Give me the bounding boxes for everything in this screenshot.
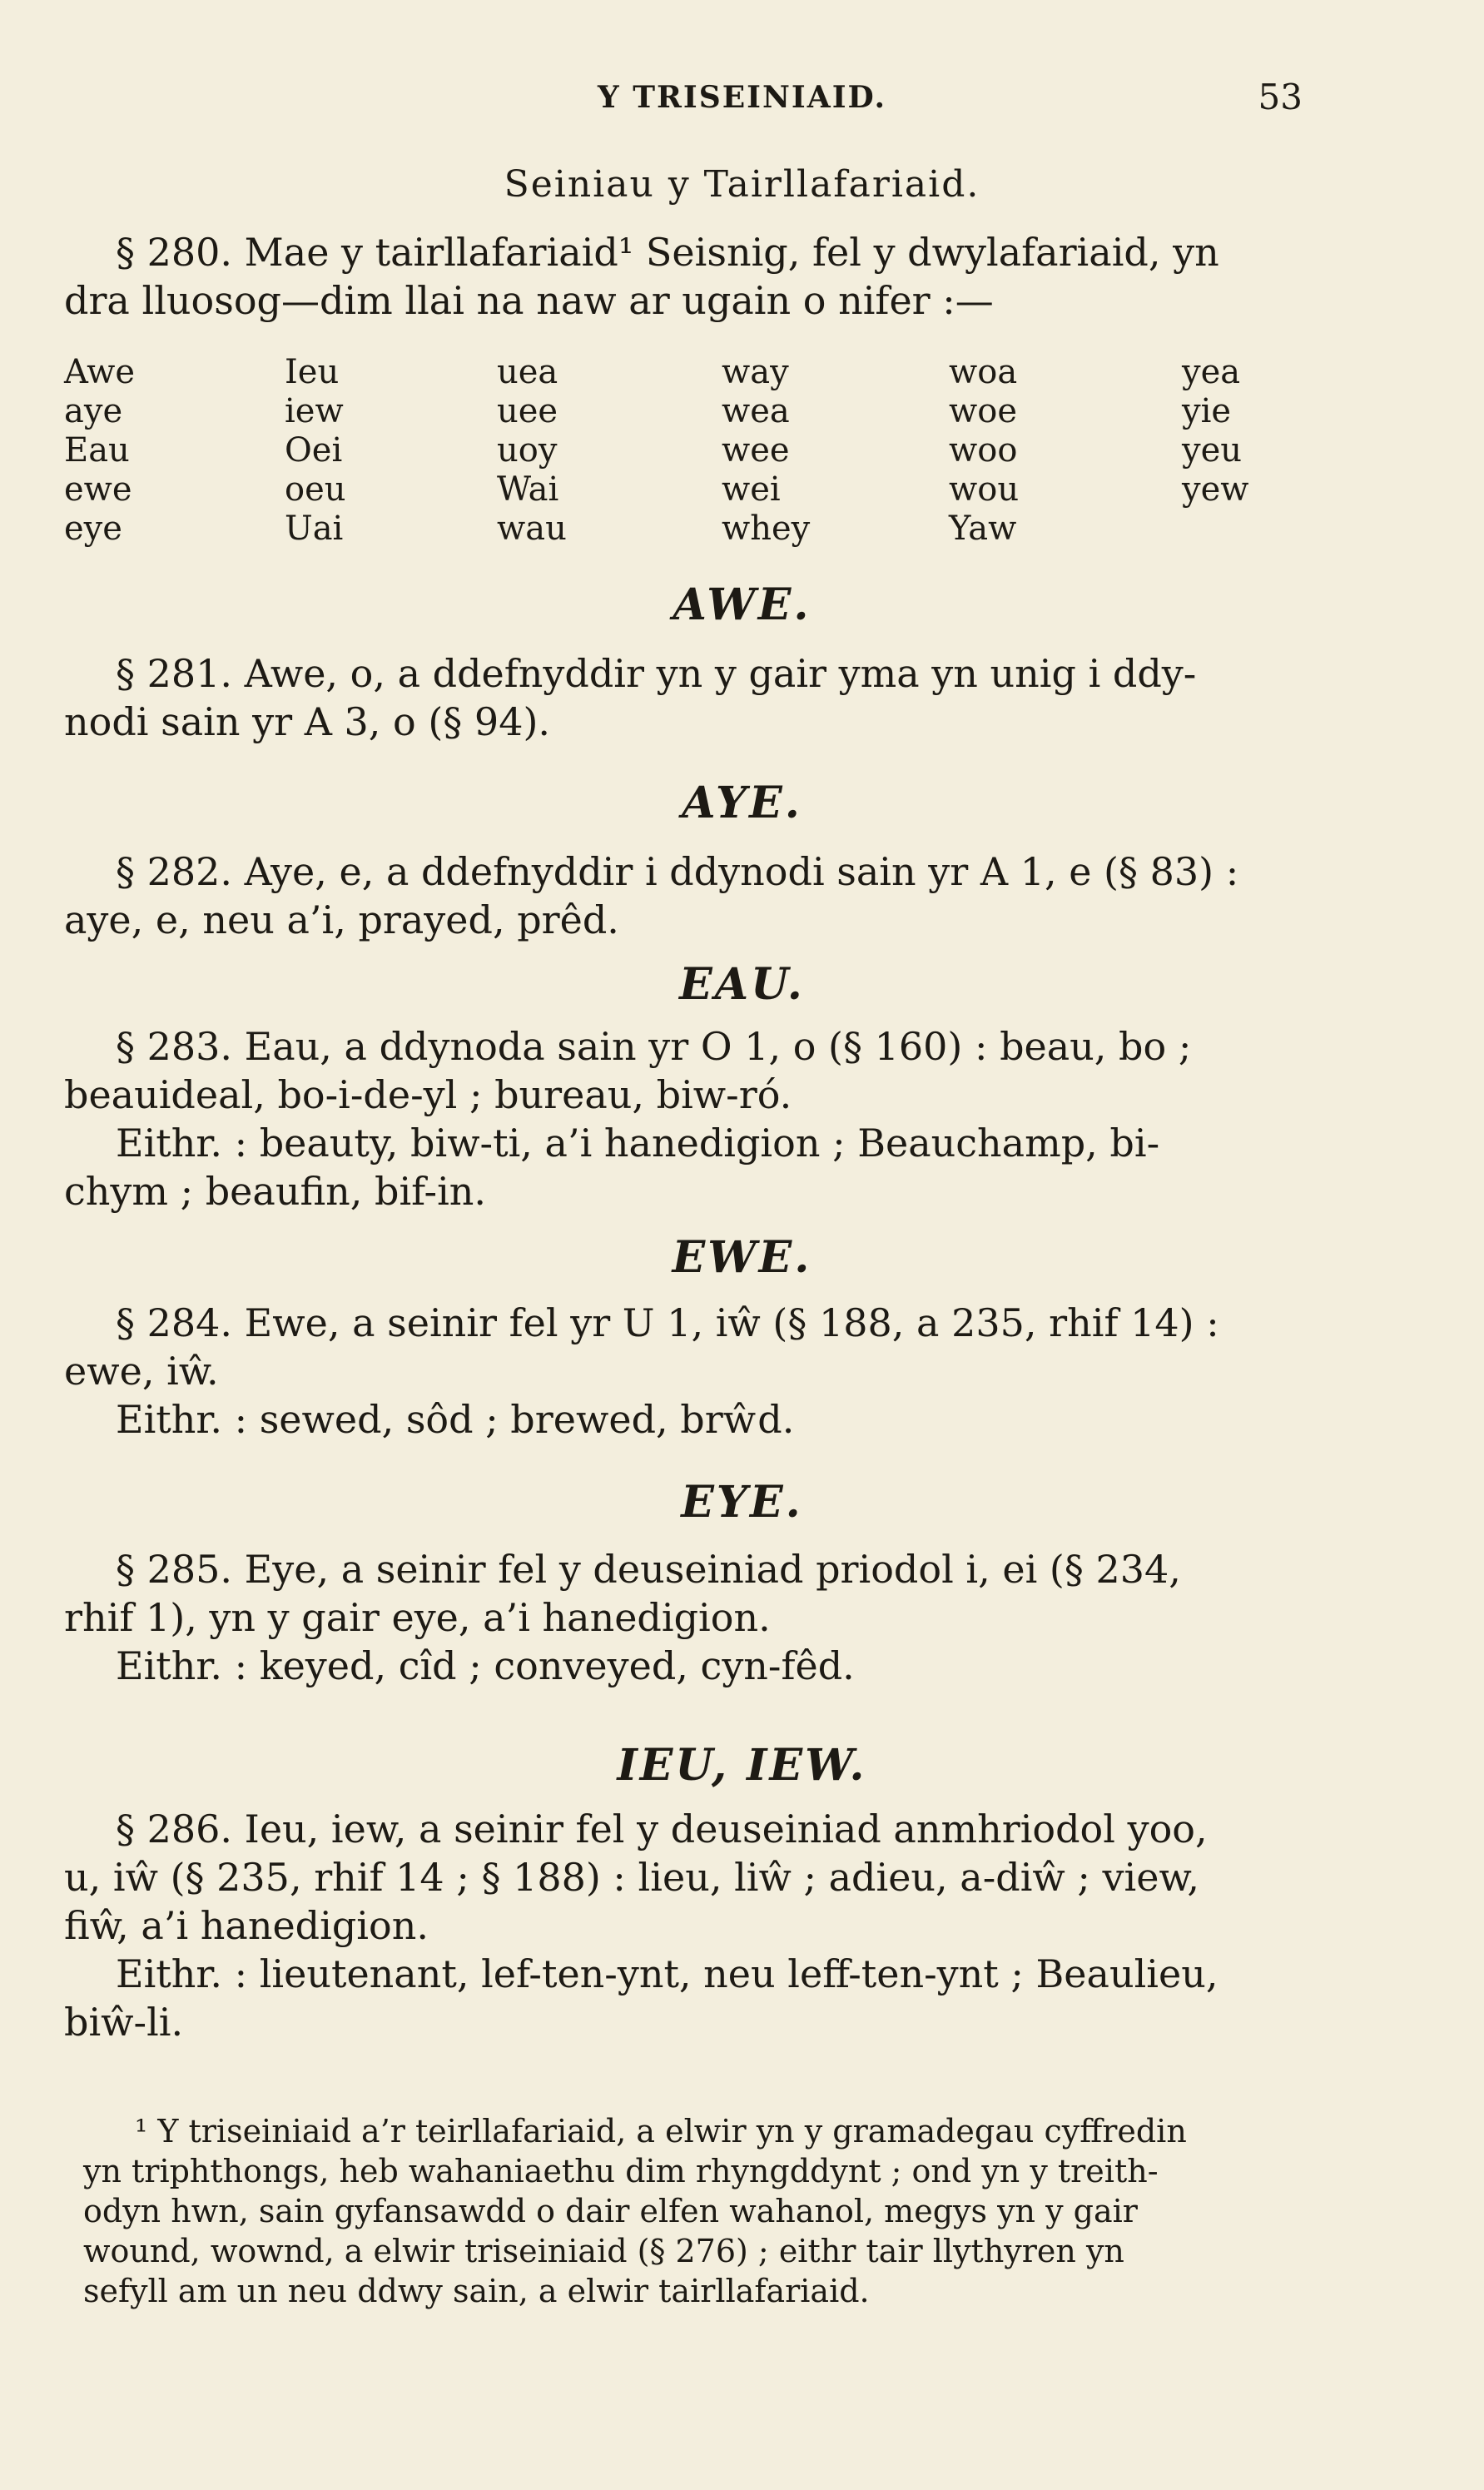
table-cell: yew (1182, 470, 1249, 509)
table-cell: wou (949, 470, 1020, 509)
paragraph-line: ewe, iŵ. (64, 1349, 219, 1394)
table-cell: Oei (285, 431, 343, 470)
paragraph-line: § 283. Eau, a ddynoda sain yr O 1, o (§ 160) : beau, bo ; (116, 1024, 1192, 1069)
paragraph-line: dra lluosog—dim llai na naw ar ugain o nifer :— (64, 278, 994, 323)
paragraph-280 (64, 228, 1329, 325)
table-cell: yea (1182, 353, 1241, 391)
heading-eye: EYE. (681, 1477, 803, 1528)
table-cell: uee (497, 392, 558, 430)
paragraph-line: § 285. Eye, a seinir fel y deuseiniad priodol i, ei (§ 234, (116, 1547, 1181, 1592)
paragraph-line: § 286. Ieu, iew, a seinir fel y deuseiniad anmhriodol yoo, (116, 1807, 1208, 1851)
table-cell: yeu (1182, 431, 1243, 470)
table-cell: Yaw (949, 509, 1017, 548)
paragraph-284 (64, 1299, 1329, 1444)
table-column-6 (1182, 353, 1390, 509)
paragraph-line: biŵ-li. (64, 2000, 184, 2045)
table-column-2 (285, 353, 493, 549)
footnote-line: odyn hwn, sain gyfansawdd o dair elfen wahanol, megys yn y gair (83, 2193, 1138, 2229)
paragraph-line: beauideal, bo-i-de-yl ; bureau, biw-ró. (64, 1072, 792, 1117)
table-cell: woo (949, 431, 1018, 470)
paragraph-line: chym ; beaufin, bif-in. (64, 1169, 487, 1214)
paragraph-line: fiŵ, a’i hanedigion. (64, 1903, 429, 1948)
footnote-line: sefyll am un neu ddwy sain, a elwir tairllafariaid. (83, 2273, 870, 2309)
table-cell: wea (722, 392, 790, 430)
heading-ieu-iew: IEU, IEW. (617, 1740, 867, 1791)
running-title: Y TRISEINIAID. (597, 80, 887, 115)
paragraph-286 (64, 1805, 1329, 2046)
table-cell: wei (722, 470, 781, 509)
table-cell: aye (64, 392, 123, 430)
section-title: Seiniau y Tairllafariaid. (504, 163, 980, 206)
paragraph-line: § 281. Awe, o, a ddefnyddir yn y gair yma yn unig i ddy- (116, 651, 1197, 696)
table-cell: Eau (64, 431, 130, 470)
footnote-line: yn triphthongs, heb wahaniaethu dim rhyngddynt ; ond yn y treith- (83, 2153, 1159, 2189)
page-number: 53 (1258, 77, 1303, 117)
table-cell: woe (949, 392, 1017, 430)
heading-awe: AWE. (673, 579, 811, 630)
paragraph-line: Eithr. : sewed, sôd ; brewed, brŵd. (116, 1397, 795, 1442)
table-cell: whey (722, 509, 811, 548)
table-cell: oeu (285, 470, 346, 509)
table-cell: Uai (285, 509, 344, 548)
paragraph-283 (64, 1022, 1329, 1215)
table-cell: Ieu (285, 353, 340, 391)
table-cell: eye (64, 509, 122, 548)
paragraph-line: Eithr. : keyed, cîd ; conveyed, cyn-fêd. (116, 1643, 855, 1688)
heading-aye: AYE. (682, 778, 802, 828)
paragraph-line: aye, e, neu a’i, prayed, prêd. (64, 897, 619, 942)
table-column-1 (64, 353, 272, 549)
paragraph-line: § 284. Ewe, a seinir fel yr U 1, iŵ (§ 188, a 235, rhif 14) : (116, 1300, 1219, 1345)
paragraph-line: u, iŵ (§ 235, rhif 14 ; § 188) : lieu, liŵ ; adieu, a-diŵ ; view, (64, 1855, 1199, 1900)
paragraph-line: § 280. Mae y tairllafariaid¹ Seisnig, fel y dwylafariaid, yn (116, 230, 1219, 275)
table-cell: iew (285, 392, 344, 430)
table-cell: Awe (64, 353, 135, 391)
table-column-5 (949, 353, 1157, 549)
paragraph-line: § 282. Aye, e, a ddefnyddir i ddynodi sain yr A 1, e (§ 83) : (116, 849, 1239, 894)
table-cell: yie (1182, 392, 1232, 430)
table-cell: way (722, 353, 789, 391)
footnote-line: ¹ Y triseiniaid a’r teirllafariaid, a elwir yn y gramadegau cyffredin (135, 2113, 1187, 2150)
table-cell: uea (497, 353, 558, 391)
paragraph-281 (64, 649, 1329, 746)
table-cell: Wai (497, 470, 559, 509)
heading-eau: EAU. (679, 959, 805, 1010)
table-cell: wau (497, 509, 567, 548)
table-cell: uoy (497, 431, 558, 470)
footnote-line: wound, wownd, a elwir triseiniaid (§ 276) ; eithr tair llythyren yn (83, 2233, 1124, 2269)
table-cell: wee (722, 431, 790, 470)
table-cell: ewe (64, 470, 132, 509)
paragraph-line: Eithr. : beauty, biw-ti, a’i hanedigion ; Beauchamp, bi- (116, 1121, 1160, 1165)
heading-ewe: EWE. (672, 1232, 812, 1283)
paragraph-line: rhif 1), yn y gair eye, a’i hanedigion. (64, 1595, 771, 1640)
table-column-4 (722, 353, 930, 549)
table-column-3 (497, 353, 705, 549)
paragraph-285 (64, 1545, 1329, 1690)
table-cell: woa (949, 353, 1018, 391)
footnote (83, 2111, 1332, 2311)
paragraph-line: nodi sain yr A 3, o (§ 94). (64, 699, 551, 744)
paragraph-line: Eithr. : lieutenant, lef-ten-ynt, neu leff-ten-ynt ; Beaulieu, (116, 1951, 1218, 1996)
paragraph-282 (64, 847, 1329, 944)
